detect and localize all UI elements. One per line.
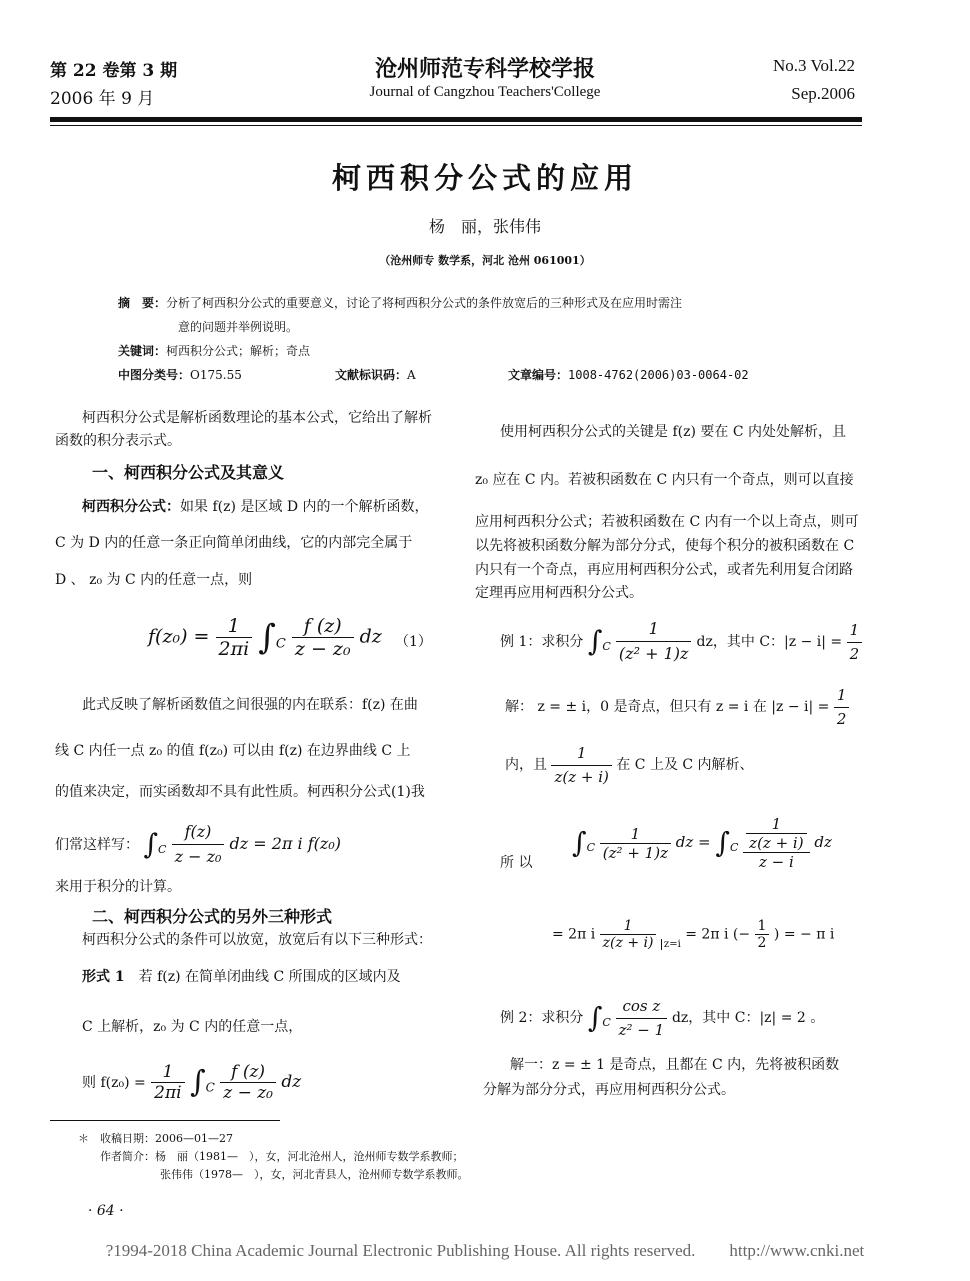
sol1-l2-suffix: 在 C 上及 C 内解析、 — [616, 757, 754, 773]
sol1-l2-prefix: 内，且 — [505, 757, 547, 773]
eq1-dz: dz — [359, 625, 382, 648]
date-en: Sep.2006 — [791, 84, 855, 103]
ex1-mid: dz，其中 C：|z − i| = — [696, 634, 843, 650]
intro-line-1: 柯西积分公式是解析函数理论的基本公式，它给出了解析 — [82, 410, 432, 426]
theorem-text-1: 如果 f(z) 是区域 D 内的一个解析函数， — [180, 499, 429, 515]
eq1-lhs: f(z₀) = — [148, 625, 210, 648]
eq1-frac-den: z − z₀ — [294, 638, 351, 660]
keywords-label: 关键词： — [118, 344, 167, 358]
res-half-den: 2 — [757, 935, 767, 951]
doc-code-value: A — [407, 368, 416, 382]
sol1-rden: 2 — [836, 709, 847, 728]
eq2-frac-num: f(z) — [172, 820, 225, 845]
so-r-top: 1 — [746, 815, 806, 834]
sol1-rnum: 1 — [834, 684, 850, 708]
so-l-den: (z² + 1)z — [602, 843, 668, 862]
right-p1-line-6: 定理再应用柯西积分公式。 — [475, 585, 643, 601]
integral-sign-icon: ∫ — [572, 826, 587, 859]
so-label: 所 以 — [500, 855, 533, 871]
issue-cn: 第 22 卷第 3 期 — [50, 61, 178, 81]
para2-line-2: 线 C 内任一点 z₀ 的值 f(z₀) 可以由 f(z) 在边界曲线 C 上 — [55, 743, 411, 759]
ex1-num: 1 — [616, 617, 692, 642]
form1-text-1: 若 f(z) 在简单闭曲线 C 所围成的区域内及 — [138, 969, 401, 985]
eq2-rhs: dz = 2π i f(z₀) — [229, 834, 341, 853]
form1-frac-den: z − z₀ — [223, 1083, 273, 1103]
theorem-label: 柯西积分公式： — [82, 499, 180, 515]
form1-equation: 则 f(z₀) = $\frac{1}{2\pi i}$ $\int_C$ $\frac{f (z)}{\text{z − z₀}}$ dz — [82, 1062, 302, 1103]
form1-line-1 — [82, 967, 401, 988]
abstract-label: 摘 要： — [118, 296, 167, 310]
ex1-prefix: 例 1：求积分 — [500, 634, 584, 650]
para2-line-1: 此式反映了解析函数值之间很强的内在联系：f(z) 在曲 — [82, 697, 418, 713]
sol1-prefix: 解： — [505, 699, 533, 715]
right-p1-line-4: 以先将被积函数分解为部分分式，使每个积分的被积函数在 C — [475, 538, 855, 554]
footnote-received: ＊ 收稿日期：2006—01—27 — [78, 1132, 233, 1145]
so-r-dz: dz — [814, 833, 832, 851]
theorem-line-3: D 、 z₀ 为 C 内的任意一点，则 — [55, 572, 253, 588]
affiliation: （沧州师专 数学系，河北 沧州 061001） — [379, 254, 591, 267]
res-mid: = 2π i (− — [685, 926, 751, 943]
abstract-text-2: 意的问题并举例说明。 — [178, 320, 299, 334]
right-p1-line-1: 使用柯西积分公式的关键是 f(z) 要在 C 内处处解析，且 — [500, 424, 846, 440]
sol1-l2-num: 1 — [551, 742, 611, 766]
solution-2-line-2: 分解为部分分式，再应用柯西积分公式。 — [483, 1082, 735, 1098]
right-p1-line-2: z₀ 应在 C 内。若被积函数在 C 内只有一个奇点，则可以直接 — [475, 472, 854, 488]
para2-line-4-prefix: 们常这样写： — [55, 837, 139, 853]
eq1-tag: （1） — [395, 634, 432, 650]
eq2-frac-den: z − z₀ — [174, 847, 222, 866]
header-rule-thick — [50, 117, 862, 122]
abstract — [118, 294, 838, 311]
article-no — [508, 366, 749, 383]
ex1-rnum: 1 — [847, 619, 863, 643]
res-half-num: 1 — [755, 918, 770, 935]
footnote-author-1: 作者简介：杨 丽（1981— ），女，河北沧州人，沧州师专数学系教师； — [100, 1150, 464, 1163]
intro-line-2: 函数的积分表示式。 — [55, 433, 181, 449]
integral-sign-icon: ∫ — [143, 827, 159, 861]
article-no-label: 文章编号： — [508, 368, 569, 382]
sol1-text: z = ± i，0 是奇点，但只有 z = i 在 |z − i| = — [537, 699, 830, 715]
form1-line-2: C 上解析，z₀ 为 C 内的任意一点， — [82, 1019, 303, 1035]
keywords — [118, 342, 310, 359]
authors: 杨 丽，张伟伟 — [428, 217, 541, 236]
ex2-prefix: 例 2：求积分 — [500, 1010, 584, 1026]
so-equation: $\int_C$ $\frac{1}{\text{(z² + 1)z}}$ dz = $\int_C$ $\frac{\frac{1}{z(z + i)}}{z - i}$ dz — [572, 815, 832, 871]
clc-value: O175.55 — [190, 368, 242, 382]
ex2-suffix: dz，其中 C：|z| = 2 。 — [671, 1010, 825, 1026]
sol1-l2-den: z(z + i) — [554, 767, 609, 786]
footnote-rule — [50, 1120, 280, 1121]
article-title: 柯西积分公式的应用 — [331, 161, 638, 195]
abstract-text-1: 分析了柯西积分公式的重要意义，讨论了将柯西积分公式的条件放宽后的三种形式及在应用时需注 — [166, 296, 683, 310]
keywords-text: 柯西积分公式；解析；奇点 — [166, 344, 311, 358]
para2-line-3: 的值来决定，而实函数却不具有此性质。柯西积分公式(1)我 — [55, 784, 425, 800]
ex1-rden: 2 — [849, 644, 860, 663]
form1-label: 形式 1 — [82, 969, 125, 985]
solution-1-line-2 — [505, 742, 754, 788]
equation-1 — [148, 615, 382, 660]
form1-coef-den: 2πi — [154, 1083, 182, 1103]
res-end: ) = − π i — [773, 926, 835, 943]
res-num: 1 — [600, 918, 657, 935]
section-2-heading: 二、柯西积分公式的另外三种形式 — [92, 907, 333, 926]
solution-2-line-1: 解一：z = ± 1 是奇点，且都在 C 内，先将被积函数 — [510, 1057, 840, 1073]
res-prefix: = 2π i — [552, 926, 596, 943]
eq1-coef-den: 2πi — [218, 638, 250, 660]
integral-sign-icon: ∫ — [189, 1064, 206, 1100]
so-r-mid: z(z + i) — [749, 834, 804, 852]
ex2-num: cos z — [616, 995, 668, 1019]
form1-frac-num: f (z) — [220, 1062, 276, 1083]
ex2-den: z² − 1 — [618, 1020, 665, 1039]
ex1-den: (z² + 1)z — [618, 644, 689, 663]
section-2-intro: 柯西积分公式的条件可以放宽，放宽后有以下三种形式： — [82, 932, 432, 948]
theorem-line-1 — [82, 497, 429, 518]
right-p1-line-5: 内只有一个奇点，再应用柯西积分公式，或者先利用复合闭路 — [475, 562, 853, 578]
res-eval: z=i — [661, 939, 681, 950]
form1-dz: dz — [281, 1072, 302, 1092]
doc-code-label: 文献标识码： — [335, 368, 408, 382]
integral-sign-icon: ∫ — [587, 1001, 603, 1034]
eq1-frac-num: f (z) — [292, 615, 354, 638]
section-1-heading: 一、柯西积分公式及其意义 — [92, 463, 285, 482]
page-number: · 64 · — [88, 1203, 124, 1219]
eq1-int-sub: C — [275, 636, 286, 652]
form1-coef-num: 1 — [151, 1062, 184, 1083]
date-cn: 2006 年 9 月 — [50, 89, 155, 109]
integral-sign-icon: ∫ — [587, 624, 603, 658]
so-r-den: z − i — [758, 853, 794, 871]
copyright-notice: ?1994-2018 China Academic Journal Electronic Publishing House. All rights reserved. http://www.cnki.net — [105, 1241, 865, 1260]
so-eq: dz = — [675, 833, 711, 851]
so-l-num: 1 — [600, 825, 671, 844]
form1-eq-prefix: 则 f(z₀) = — [82, 1075, 146, 1091]
issue-en: No.3 Vol.22 — [772, 56, 855, 75]
res-den: z(z + i) — [602, 935, 654, 951]
right-p1-line-3: 应用柯西积分公式；若被积函数在 C 内有一个以上奇点，则可 — [475, 514, 859, 530]
para2-line-5: 来用于积分的计算。 — [55, 879, 181, 895]
result-equation — [552, 918, 834, 951]
integral-sign-icon: ∫ — [258, 617, 276, 658]
clc — [118, 366, 242, 383]
journal-title-cn: 沧州师范专科学校学报 — [374, 57, 595, 82]
integral-sign-icon: ∫ — [715, 826, 730, 859]
doc-code — [335, 366, 416, 383]
para2-line-4: 们常这样写： $\int_C$ $\frac{f(z)}{\text{z − z₀}}$ dz = 2π i f(z₀) — [55, 820, 341, 869]
clc-label: 中图分类号： — [118, 368, 191, 382]
journal-title-en: Journal of Cangzhou Teachers'College — [369, 84, 601, 100]
footnote-author-2: 张伟伟（1978— ），女，河北青县人，沧州师专数学系教师。 — [160, 1168, 469, 1181]
solution-1 — [505, 684, 849, 730]
example-1: 例 1：求积分 $\int_C$ $\frac{1}{\text{(z² + 1)z}}$ dz，其中 C：|z − i| = $\frac{1}{2}$ — [500, 617, 862, 666]
header-rule-thin — [50, 125, 862, 126]
article-no-value: 1008-4762(2006)03-0064-02 — [568, 368, 749, 382]
eq1-coef-num: 1 — [216, 615, 253, 638]
theorem-line-2: C 为 D 内的任意一条正向简单闭曲线，它的内部完全属于 — [55, 535, 413, 551]
example-2: 例 2：求积分 $\int_C$ $\frac{\text{cos z}}{\text{z² − 1}}$ dz，其中 C：|z| = 2 。 — [500, 995, 824, 1041]
